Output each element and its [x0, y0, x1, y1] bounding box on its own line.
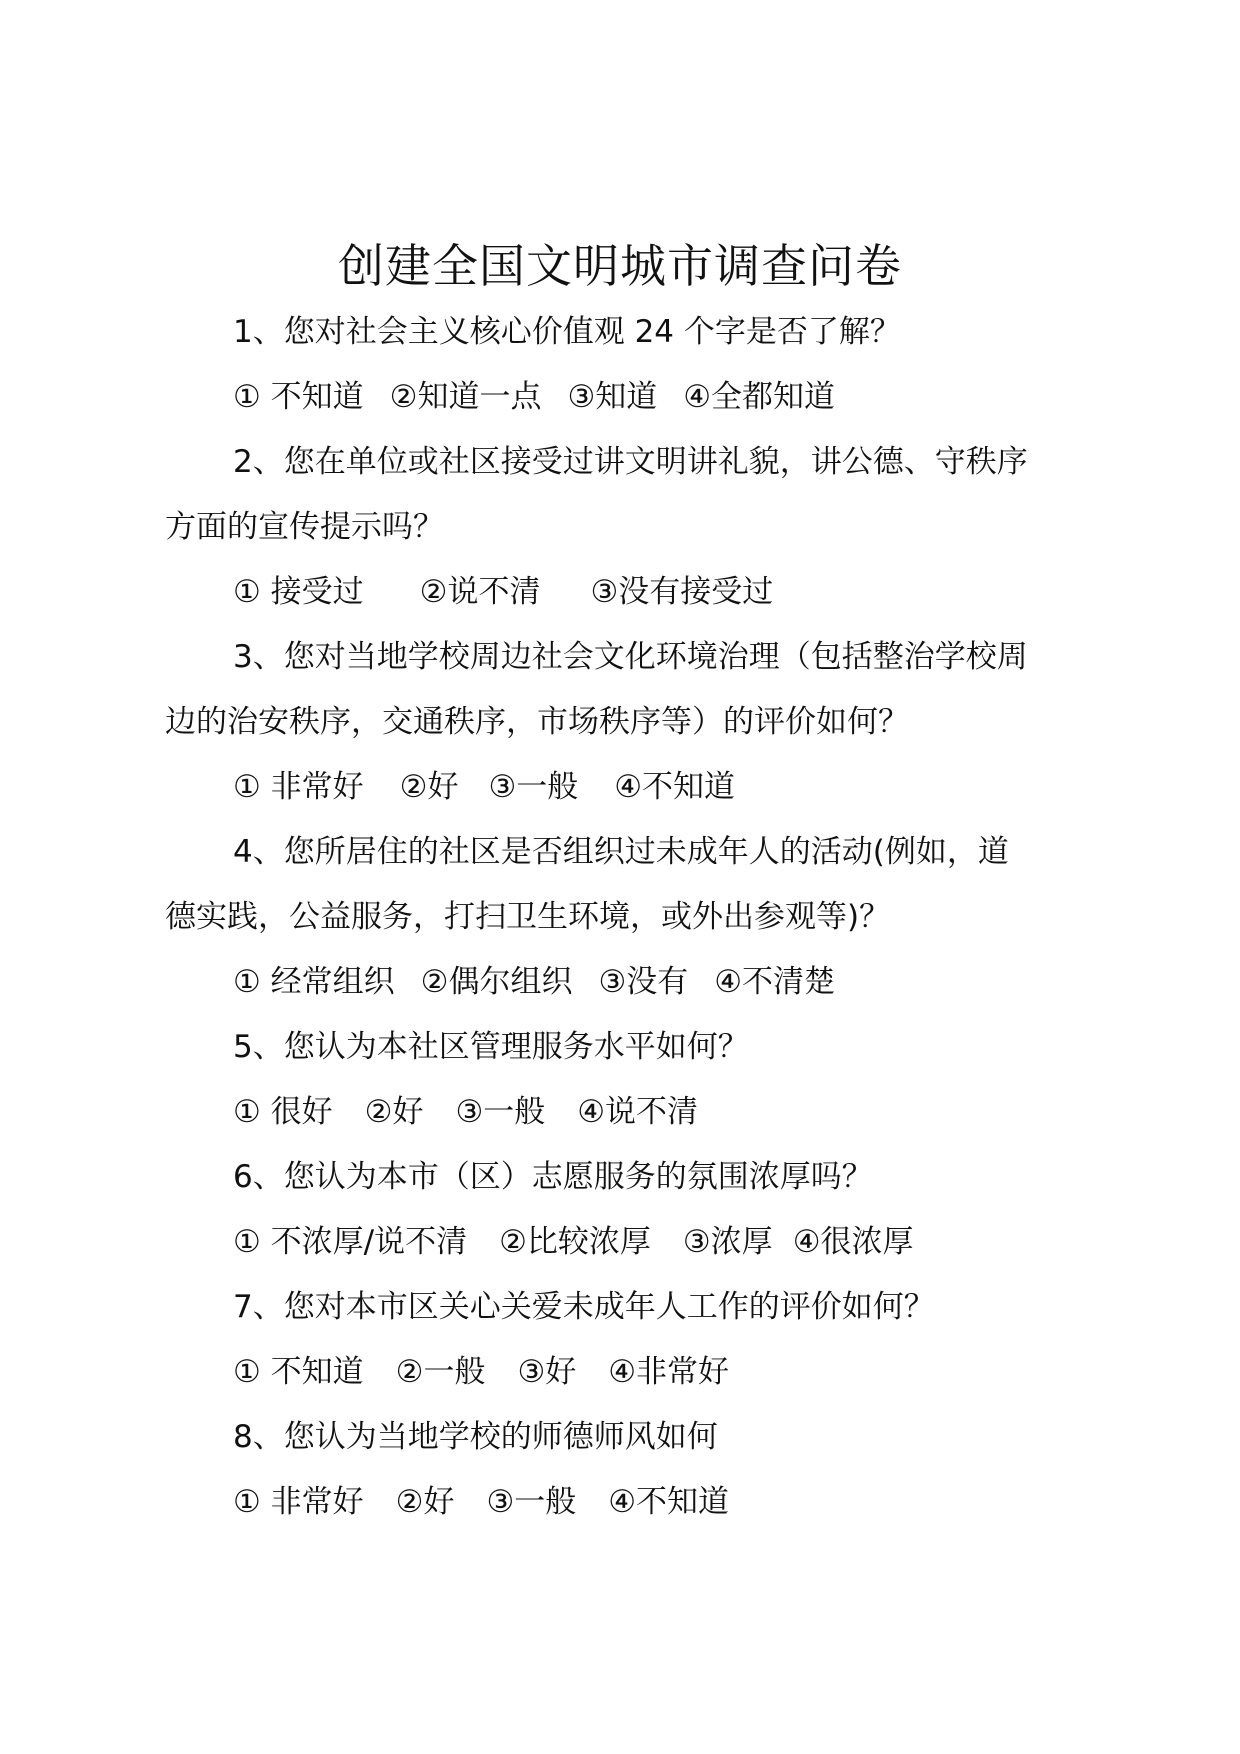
option-2: ②知道一点: [389, 379, 542, 415]
option-2: ②偶尔组织: [420, 964, 573, 1000]
question-2: [165, 430, 1095, 625]
question-text: 4、您所居住的社区是否组织过未成年人的活动(例如，道: [233, 834, 1009, 870]
document-title: 创建全国文明城市调查问卷: [338, 239, 902, 293]
option-2: ②好: [395, 1484, 455, 1520]
option-3: ③一般: [455, 1094, 546, 1130]
question-text-continued: 方面的宣传提示吗？: [165, 509, 444, 545]
option-3: ③好: [517, 1354, 577, 1390]
question-text: 2、您在单位或社区接受过讲文明讲礼貌，讲公德、守秩序: [233, 444, 1028, 480]
question-text: 5、您认为本社区管理服务水平如何？: [233, 1029, 749, 1065]
option-row: [165, 1210, 1095, 1275]
option-4: ④说不清: [577, 1094, 699, 1130]
option-4: ④不清楚: [714, 964, 836, 1000]
option-1: ① 接受过: [233, 574, 364, 610]
question-6: [165, 1145, 1095, 1275]
option-3: ③一般: [488, 769, 579, 805]
question-5: [165, 1015, 1095, 1145]
question-text-continued: 德实践，公益服务，打扫卫生环境，或外出参观等)？: [165, 899, 891, 935]
option-4: ④不知道: [608, 1484, 730, 1520]
option-2: ②说不清: [419, 574, 541, 610]
questionnaire-body: [165, 300, 1095, 1535]
question-8: [165, 1405, 1095, 1535]
question-1: [165, 300, 1095, 430]
option-row: [165, 560, 1095, 625]
option-row: [165, 1470, 1095, 1535]
option-4: ④很浓厚: [792, 1224, 914, 1260]
option-1: ① 很好: [233, 1094, 333, 1130]
option-1: ① 不知道: [233, 1354, 364, 1390]
option-row: [165, 365, 1095, 430]
option-1: ① 非常好: [233, 769, 364, 805]
option-1: ① 非常好: [233, 1484, 364, 1520]
question-text-continued: 边的治安秩序，交通秩序，市场秩序等）的评价如何？: [165, 704, 909, 740]
option-2: ②好: [399, 769, 459, 805]
question-text: 7、您对本市区关心关爱未成年人工作的评价如何？: [233, 1289, 935, 1325]
option-3: ③没有: [598, 964, 689, 1000]
question-3: [165, 625, 1095, 820]
option-3: ③没有接受过: [590, 574, 774, 610]
option-4: ④不知道: [614, 769, 736, 805]
option-2: ②一般: [395, 1354, 486, 1390]
option-3: ③一般: [486, 1484, 577, 1520]
option-row: [165, 950, 1095, 1015]
option-1: ① 不知道: [233, 379, 364, 415]
option-row: [165, 1340, 1095, 1405]
option-1: ① 不浓厚/说不清: [233, 1224, 468, 1260]
option-3: ③浓厚: [682, 1224, 773, 1260]
question-text: 6、您认为本市（区）志愿服务的氛围浓厚吗？: [233, 1159, 873, 1195]
option-1: ① 经常组织: [233, 964, 395, 1000]
option-3: ③知道: [567, 379, 658, 415]
question-text: 1、您对社会主义核心价值观 24 个字是否了解？: [233, 314, 901, 350]
option-row: [165, 755, 1095, 820]
question-text: 8、您认为当地学校的师德师风如何: [233, 1419, 718, 1455]
option-4: ④全都知道: [683, 379, 836, 415]
option-2: ②比较浓厚: [499, 1224, 651, 1260]
question-4: [165, 820, 1095, 1015]
question-7: [165, 1275, 1095, 1405]
option-2: ②好: [364, 1094, 424, 1130]
option-4: ④非常好: [608, 1354, 730, 1390]
option-row: [165, 1080, 1095, 1145]
question-text: 3、您对当地学校周边社会文化环境治理（包括整治学校周: [233, 639, 1028, 675]
